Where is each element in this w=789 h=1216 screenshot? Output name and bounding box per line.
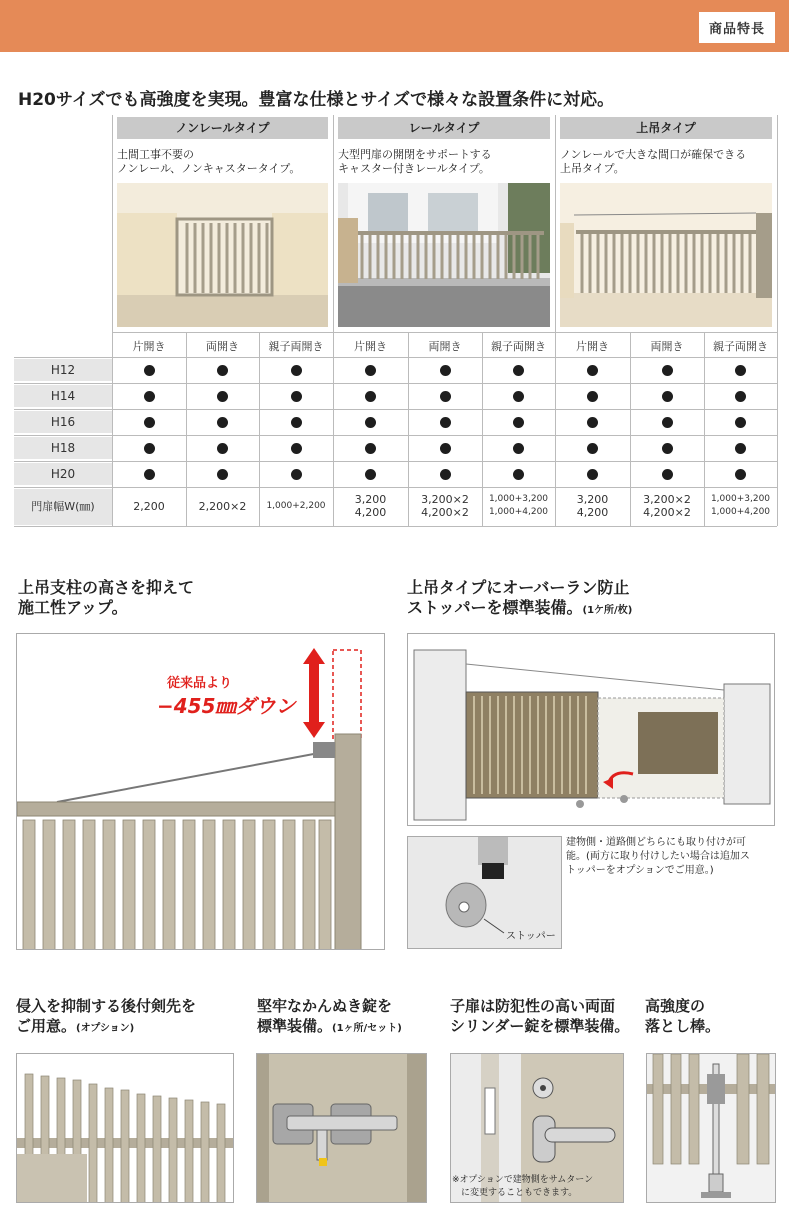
- row-header: H20: [14, 463, 112, 485]
- availability-dot: [217, 443, 228, 454]
- section1-title: 上吊支柱の高さを抑えて 施工性アップ。: [18, 578, 195, 617]
- row-header: H14: [14, 385, 112, 407]
- latch-lock-photo: [256, 1053, 427, 1203]
- availability-dot: [144, 417, 155, 428]
- subcol-header: 両開き: [428, 340, 462, 353]
- post-height-illustration: [16, 633, 385, 950]
- availability-dot: [291, 391, 302, 402]
- overrun-stopper-illustration: [407, 633, 775, 826]
- availability-dot: [662, 391, 673, 402]
- subcol-header: 片開き: [354, 340, 387, 353]
- availability-dot: [365, 443, 376, 454]
- callout-label: 従来品より: [167, 676, 233, 691]
- availability-dot: [365, 391, 376, 402]
- stopper-photo: [407, 836, 562, 949]
- availability-dot: [217, 391, 228, 402]
- width-cell: 3,200×2 4,200×2: [421, 493, 469, 519]
- subcol-header: 親子両開き: [713, 340, 768, 353]
- section2-title: 上吊タイプにオーバーラン防止 ストッパーを標準装備。(1ケ所/枚): [407, 578, 633, 617]
- availability-dot: [144, 391, 155, 402]
- availability-dot: [662, 365, 673, 376]
- type-header-nonrail: ノンレールタイプ: [117, 117, 328, 139]
- width-cell: 1,000+3,200 1,000+4,200: [710, 494, 771, 517]
- availability-dot: [587, 417, 598, 428]
- availability-dot: [440, 417, 451, 428]
- width-cell: 2,200×2: [198, 500, 247, 513]
- feature3-note: ※オプションで建物側をサムターン に変更することもできます。: [452, 1175, 594, 1198]
- type-desc-suspended: ノンレールで大きな間口が確保できる 上吊タイプ。: [560, 148, 747, 175]
- availability-dot: [144, 443, 155, 454]
- subcol-header: 親子両開き: [268, 340, 324, 353]
- availability-dot: [662, 417, 673, 428]
- availability-dot: [513, 417, 524, 428]
- width-cell: 2,200: [133, 500, 165, 513]
- availability-dot: [513, 365, 524, 376]
- availability-dot: [291, 469, 302, 480]
- availability-dot: [291, 443, 302, 454]
- availability-dot: [662, 443, 673, 454]
- feature1-title: 侵入を抑制する後付剣先を ご用意。(オプション): [16, 997, 197, 1035]
- feature3-title: 子扉は防犯性の高い両面 シリンダー錠を標準装備。: [450, 997, 630, 1035]
- headline: H20サイズでも高強度を実現。豊富な仕様とサイズで様々な設置条件に対応。: [18, 90, 615, 110]
- availability-dot: [662, 469, 673, 480]
- availability-dot: [144, 469, 155, 480]
- subcol-header: 片開き: [132, 340, 166, 353]
- availability-dot: [587, 391, 598, 402]
- availability-dot: [735, 391, 746, 402]
- availability-dot: [513, 391, 524, 402]
- width-cell: 3,200 4,200: [354, 493, 387, 519]
- width-cell: 1,000+3,200 1,000+4,200: [488, 494, 549, 517]
- availability-dot: [440, 365, 451, 376]
- feature2-title: 堅牢なかんぬき錠を 標準装備。(1ヶ所/セット): [257, 997, 402, 1035]
- availability-dot: [217, 417, 228, 428]
- row-header: H18: [14, 437, 112, 459]
- availability-dot: [365, 469, 376, 480]
- width-cell: 3,200×2 4,200×2: [643, 493, 691, 519]
- availability-dot: [440, 469, 451, 480]
- availability-dot: [587, 443, 598, 454]
- row-header: H12: [14, 359, 112, 381]
- availability-dot: [440, 391, 451, 402]
- availability-dot: [365, 365, 376, 376]
- nonrail-gate-image: [117, 183, 328, 327]
- subcol-header: 片開き: [576, 340, 609, 353]
- availability-dot: [365, 417, 376, 428]
- section2-caption: 建物側・道路側どちらにも取り付けが可 能。(両方に取り付けしたい場合は追加ス トッパーをオプションでご用意。): [566, 837, 750, 876]
- subcol-header: 親子両開き: [491, 340, 546, 353]
- width-row-header: 門扉幅W(㎜): [14, 489, 112, 525]
- drop-rod-photo: [646, 1053, 776, 1203]
- availability-dot: [735, 469, 746, 480]
- type-header-suspended: 上吊タイプ: [560, 117, 772, 139]
- availability-dot: [513, 443, 524, 454]
- suspended-gate-image: [560, 183, 772, 327]
- stopper-label: ストッパー: [506, 931, 556, 942]
- availability-dot: [735, 417, 746, 428]
- row-header: H16: [14, 411, 112, 433]
- availability-dot: [217, 365, 228, 376]
- availability-dot: [440, 443, 451, 454]
- availability-dot: [587, 469, 598, 480]
- availability-dot: [735, 365, 746, 376]
- availability-dot: [587, 365, 598, 376]
- type-desc-rail: 大型門扉の開閉をサポートする キャスター付きレールタイプ。: [338, 148, 492, 175]
- callout-value: −455㎜ダウン: [157, 694, 296, 718]
- subcol-header: 両開き: [206, 340, 239, 353]
- availability-dot: [513, 469, 524, 480]
- availability-dot: [217, 469, 228, 480]
- feature-badge: 商品特長: [699, 12, 775, 43]
- rail-gate-image: [338, 183, 550, 327]
- availability-dot: [144, 365, 155, 376]
- availability-dot: [291, 365, 302, 376]
- availability-dot: [291, 417, 302, 428]
- top-band: [0, 0, 789, 52]
- feature4-title: 高強度の 落とし棒。: [645, 997, 721, 1035]
- availability-dot: [735, 443, 746, 454]
- spike-top-photo: [16, 1053, 234, 1203]
- width-cell: 3,200 4,200: [576, 493, 609, 519]
- subcol-header: 両開き: [650, 340, 684, 353]
- type-desc-nonrail: 土間工事不要の ノンレール、ノンキャスタータイプ。: [117, 148, 301, 175]
- width-cell: 1,000+2,200: [266, 501, 326, 511]
- type-header-rail: レールタイプ: [338, 117, 550, 139]
